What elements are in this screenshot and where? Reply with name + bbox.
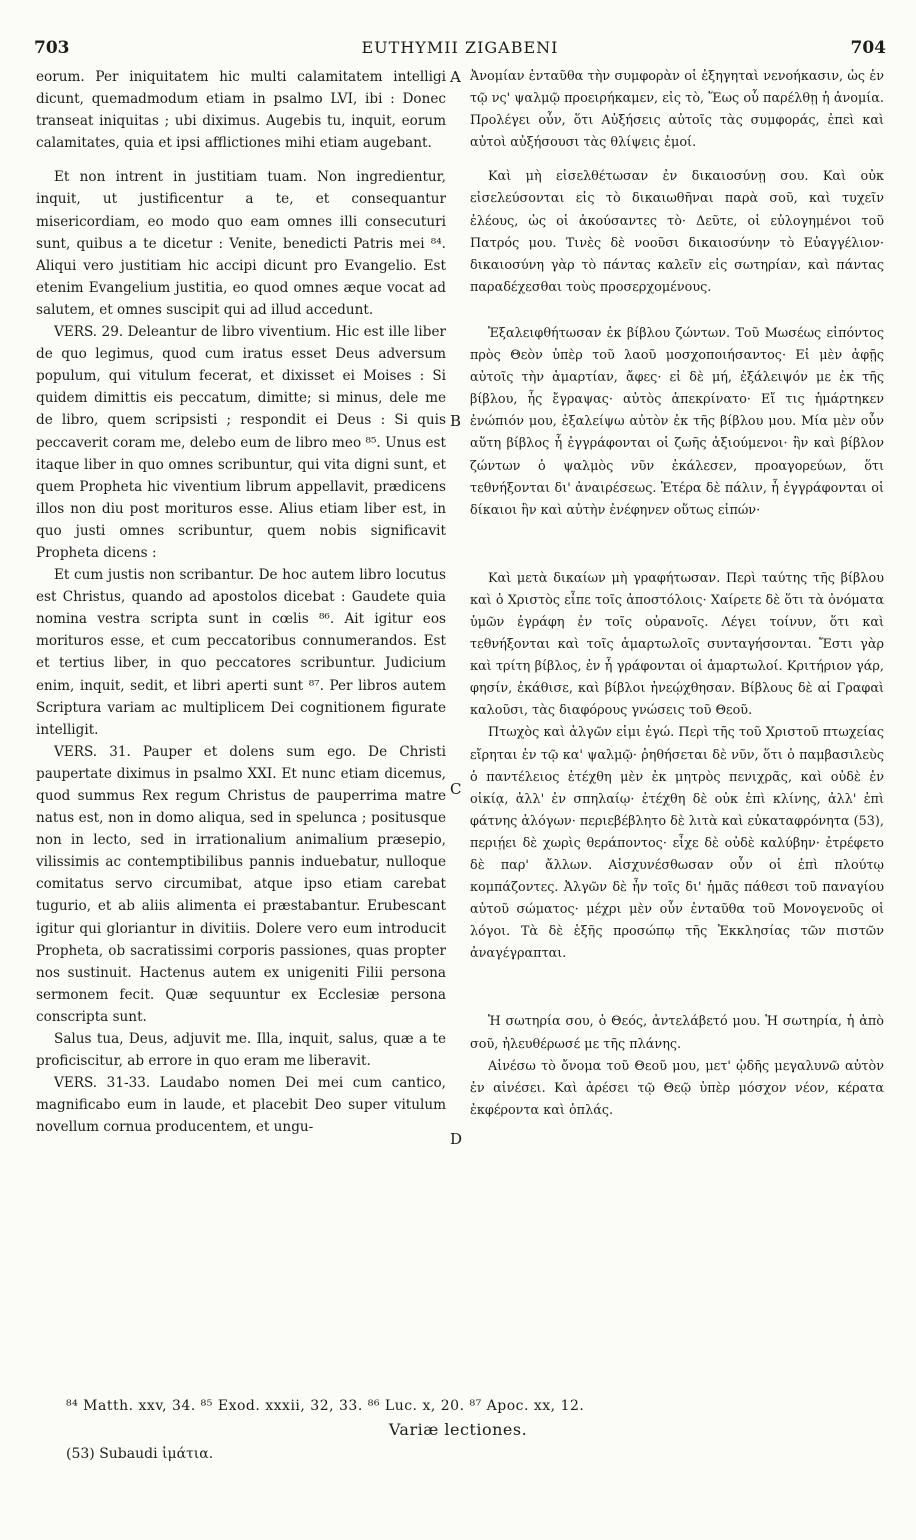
latin-paragraph: VERS. 31-33. Laudabo nomen Dei mei cum cantico, magnificabo eum in laude, et placebit Deo super vitulum novellum cornua producentem, et ungu- bbox=[36, 1075, 446, 1136]
latin-paragraph: eorum. Per iniquitatem hic multi calamitatem intelligi dicunt, quemadmodum etiam in psalmo LVI, ibi : Donec transeat iniquitas ; ubi diximus. Augebis tu, inquit, eorum calamitates, quia et ipsi afflictiones mihi etiam augebant. bbox=[36, 69, 446, 152]
greek-paragraph: Αἰνέσω τὸ ὄνομα τοῦ Θεοῦ μου, μετ' ᾠδῆς μεγαλυνῶ αὐτὸν ἐν αἰνέσει. Καὶ ἀρέσει τῷ Θεῷ ὑπὲρ μόσχον νέον, κέρατα ἐκφέροντα καὶ ὁπλάς. bbox=[470, 1058, 884, 1118]
footnotes: ⁸⁴ Matth. xxv, 34. ⁸⁵ Exod. xxxii, 32, 33. ⁸⁶ Luc. x, 20. ⁸⁷ Apoc. xx, 12. bbox=[66, 1398, 585, 1414]
greek-paragraph: Ἀνομίαν ἐνταῦθα τὴν συμφορὰν οἱ ἐξηγηταὶ νενοήκασιν, ὡς ἐν τῷ νς' ψαλμῷ προειρήκαμεν, εἰς τὸ, Ἕως οὗ παρέλθῃ ἡ ἀνομία. Προλέγει οὖν, ὅτι Αὐξήσεις αὐτοῖς τὰς συμφοράς, ἐπεὶ καὶ αὐτοὶ αὐξήσουσι τὰς θλίψεις ἐμοί. bbox=[470, 69, 884, 151]
greek-paragraph: Πτωχὸς καὶ ἀλγῶν εἰμι ἐγώ. Περὶ τῆς τοῦ Χριστοῦ πτωχείας εἴρηται ἐν τῷ κα' ψαλμῷ· ῥηθήσεται δὲ νῦν, ὅτι ὁ παμβασιλεὺς ὁ παντέλειος ἐτέχθη μὲν ἐκ μητρὸς πενιχρᾶς, καὶ οὐδὲ ἐν οἰκίᾳ, ἀλλ' ἐν σπηλαίῳ· ἐτέχθη δὲ οὐκ ἐπὶ κλίνης, ἀλλ' ἐπὶ φάτνης ἀλόγων· περιεβέβλητο δὲ λιτὰ καὶ εὐκαταφρόνητα (53), περιῄει δὲ χωρὶς θεράποντος· εἶχε δὲ οὐδὲ καλύβην· ἐτρέφετο δὲ παρ' ἄλλων. Αἰσχυνέσθωσαν οὖν οἱ ἐπὶ πλούτῳ κομπάζοντες. Ἀλγῶν δὲ ἦν τοῖς δι' ἡμᾶς πάθεσι τοῦ παναγίου αὐτοῦ σώματος· μέχρι μὲν οὖν ἐνταῦθα τοῦ Μονογενοῦς οἱ λόγοι. Τὰ δὲ ἑξῆς προσώπῳ τῆς Ἐκκλησίας τῶν πιστῶν ἀναγέγραπται. bbox=[470, 725, 884, 962]
margin-marker-a: A bbox=[450, 68, 461, 86]
margin-marker-d: D bbox=[450, 1130, 463, 1148]
latin-paragraph: Salus tua, Deus, adjuvit me. Illa, inquit, salus, quæ a te proficiscitur, ab errore in quo eram me liberavit. bbox=[36, 1031, 446, 1070]
margin-marker-b: B bbox=[450, 412, 462, 430]
variant-note: (53) Subaudi ἱμάτια. bbox=[66, 1446, 214, 1462]
latin-paragraph: VERS. 31. Pauper et dolens sum ego. De Christi paupertate diximus in psalmo XXI. Et nunc etiam dicemus, quod summus Rex regum Christus de pauperrima matre natus est, non in domo aliqua, sed in spelunca ; positusque non in lecto, sed in irrationalium animalium præsepio, vilissimis ac contemptibilibus pannis induebatur, nulloque comitatus servo circumibat, atque ipso etiam carebat tugurio, et ab aliis alimenta ei præstabantur. Erubescant igitur qui gloriantur in divitiis. Dolere vero eum introducit Propheta, ob sacratissimi corporis passiones, quas propter nos sustinuit. Hactenus autem ex unigeniti Filii persona sermonem fecit. Quæ sequuntur ex Ecclesiæ persona conscripta sunt. bbox=[36, 743, 446, 1025]
greek-paragraph: Καὶ μὴ εἰσελθέτωσαν ἐν δικαιοσύνῃ σου. Καὶ οὐκ εἰσελεύσονται εἰς τὸ δικαιωθῆναι παρὰ σοῦ, καὶ τυχεῖν ἐλέους, ὡς οἱ ἀκούσαντες τὸ· Δεῦτε, οἱ εὐλογημένοι τοῦ Πατρός μου. Τινὲς δὲ νοοῦσι δικαιοσύνην τὸ Εὐαγγέλιον· δικαιοσύνη γὰρ τὸ πάντας καλεῖν εἰς σωτηρίαν, καὶ πάντας παραδέχεσθαι τοὺς προσερχομένους. bbox=[470, 169, 884, 295]
page-number-left: 703 bbox=[34, 38, 70, 58]
greek-paragraph: Καὶ μετὰ δικαίων μὴ γραφήτωσαν. Περὶ ταύτης τῆς βίβλου καὶ ὁ Χριστὸς εἶπε τοῖς ἀποστόλοις· Χαίρετε δὲ ὅτι τὰ ὀνόματα ὑμῶν ἐγράφη ἐν τοῖς οὐρανοῖς. Λέγει τοίνυν, ὅτι καὶ τεθνήξονται καὶ τοῖς ἁμαρτωλοῖς συνταγήσονται. Ἔστι γὰρ καὶ τρίτη βίβλος, ἐν ἧ γράφονται οἱ ἁμαρτωλοί. Κριτήριον γάρ, φησίν, ἐκάθισε, καὶ βίβλοι ἠνεῴχθησαν. Βίβλους δὲ αἱ Γραφαὶ καλοῦσι, τὰς διαφόρους γνώσεις τοῦ Θεοῦ. bbox=[470, 570, 884, 719]
latin-column bbox=[36, 66, 446, 1139]
variae-lectiones-heading: Variæ lectiones. bbox=[388, 1420, 528, 1439]
greek-paragraph: Ἐξαλειφθήτωσαν ἐκ βίβλου ζώντων. Τοῦ Μωσέως εἰπόντος πρὸς Θεὸν ὑπὲρ τοῦ λαοῦ μοσχοποιήσαντος· Εἰ μὲν ἀφῇς αὐτοῖς τὴν ἁμαρτίαν, ἄφες· εἰ δὲ μή, ἐξάλειψόν με ἐκ τῆς βίβλου, ἧς ἔγραψας· αὐτὸς ἀπεκρίνατο· Εἴ τις ἡμάρτηκεν ἐνώπιόν μου, ἐξαλείψω αὐτὸν ἐκ τῆς βίβλου μου. Μία μὲν οὖν αὕτη βίβλος ἧ ἐγγράφονται οἱ ζωῆς ἀξιούμενοι· ἣν καὶ βίβλον ζώντων ὁ ψαλμὸς νῦν ἐκάλεσεν, προαγορεύων, ὅτι τεθνήξονται δι' ἀναιρέσεως. Ἑτέρα δὲ πάλιν, ἧ ἐγγράφονται οἱ δίκαιοι ἣν καὶ αὐτὴν ἐνέφηνεν οὕτως εἰπών· bbox=[470, 325, 884, 518]
margin-marker-c: C bbox=[450, 780, 462, 798]
page-number-right: 704 bbox=[850, 38, 886, 58]
running-title: EUTHYMII ZIGABENI bbox=[361, 38, 559, 57]
greek-paragraph: Ἡ σωτηρία σου, ὁ Θεός, ἀντελάβετό μου. Ἡ σωτηρία, ἡ ἀπὸ σοῦ, ἠλευθέρωσέ με τῆς πλάνης. bbox=[470, 1014, 884, 1052]
running-header bbox=[34, 38, 886, 62]
latin-paragraph: Et cum justis non scribantur. De hoc autem libro locutus est Christus, quando ad apostolos dicebat : Gaudete quia nomina vestra scripta sunt in cœlis ⁸⁶. Ait igitur eos morituros esse, et cum peccatoribus connumerandos. Est et tertius liber, in quo peccatores scribuntur. Judicium enim, inquit, sedit, et libri aperti sunt ⁸⁷. Per libros autem Scriptura variam ac multiplicem Dei cognitionem figurate intelligit. bbox=[36, 567, 446, 738]
greek-column bbox=[470, 66, 884, 1122]
latin-paragraph: Et non intrent in justitiam tuam. Non ingredientur, inquit, ut justificentur a te, et consequantur misericordiam, eo modo quo eam omnes illi consecuturi sunt, quibus a te dicetur : Venite, benedicti Patris mei ⁸⁴. Aliqui vero justitiam hic accipi dicunt pro Evangelio. Est etenim Evangelium justitia, eo quod omnes æque vocat ad salutem, et omnes suscipit qui ad illud accedunt. bbox=[36, 169, 446, 318]
latin-paragraph: VERS. 29. Deleantur de libro viventium. Hic est ille liber de quo legimus, quod cum iratus esset Deus adversum populum, qui vitulum fecerat, et dixisset ei Moises : Si quidem dimittis eis peccatum, dimitte; si minus, dele me de libro, quem scripsisti ; respondit ei Deus : Si quis peccaverit coram me, delebo eum de libro meo ⁸⁵. Unus est itaque liber in quo omnes scribuntur, qui vita digni sunt, et quem Propheta hic viventium librum appellavit, prædicens illos non diu post morituros esse. Alius etiam liber est, in quo justi omnes scribuntur, quem nobis significavit Propheta dicens : bbox=[36, 324, 446, 561]
